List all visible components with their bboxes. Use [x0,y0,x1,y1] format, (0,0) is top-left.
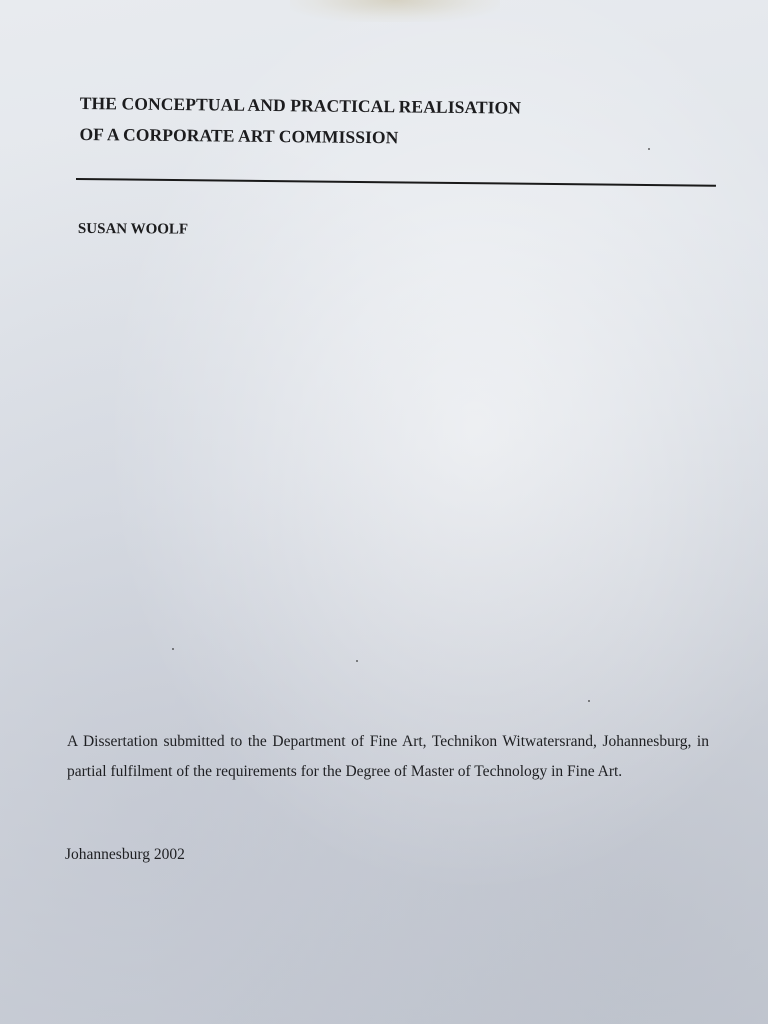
place-and-date: Johannesburg 2002 [65,846,185,863]
paper-speck [356,660,358,662]
author-name: SUSAN WOOLF [77,221,189,238]
title-divider [76,178,716,186]
dissertation-title [79,88,640,156]
submission-statement: A Dissertation submitted to the Department of Fine Art, Technikon Witwatersrand, Johannesburg, in partial fulfilment of the requirements for the Degree of Master of Technology in Fine Art. [67,733,709,780]
paper-stain [290,0,500,22]
paper-speck [172,648,174,650]
title-line-2: OF A CORPORATE ART COMMISSION [79,123,399,148]
paper-speck [648,148,650,150]
paper-speck [588,700,590,702]
title-line-1: THE CONCEPTUAL AND PRACTICAL REALISATION [79,92,522,118]
